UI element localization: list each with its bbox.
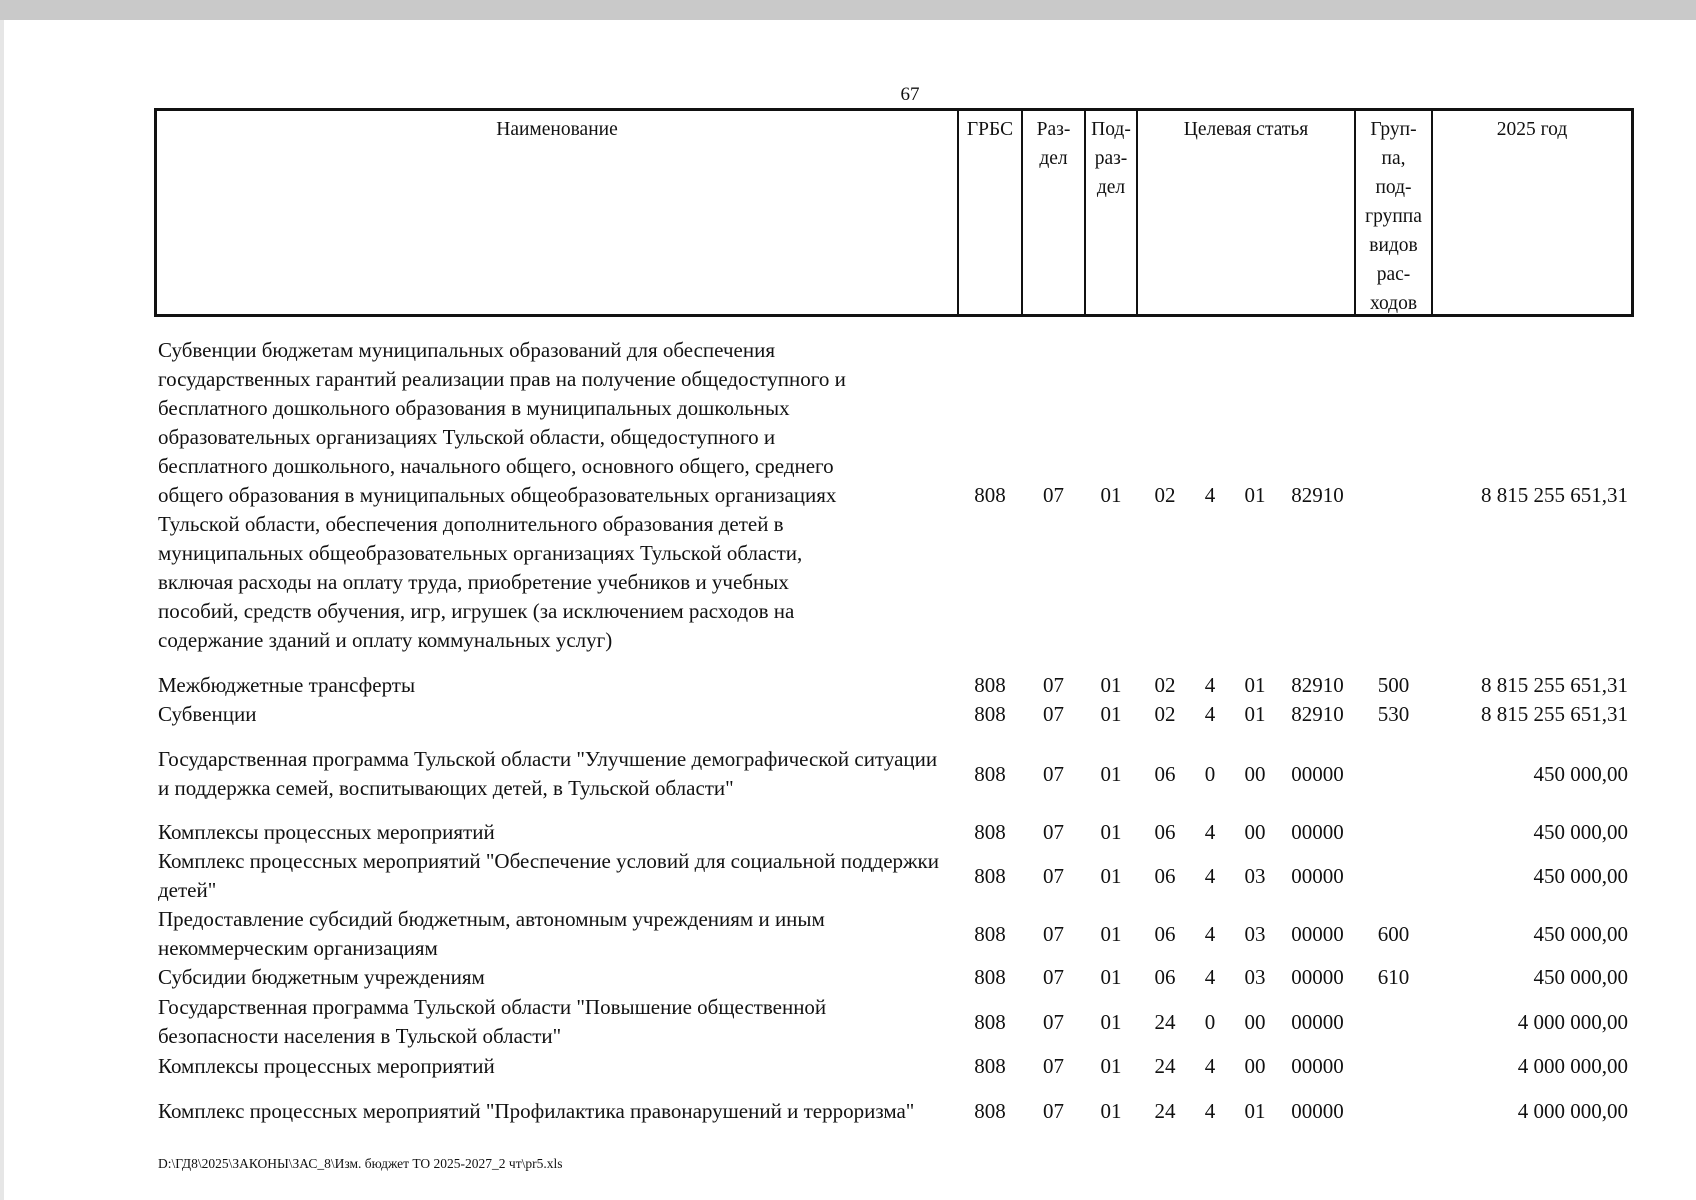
row-grbs: 808 xyxy=(974,1009,1006,1034)
row-target-direction: 00000 xyxy=(1291,1054,1344,1078)
row-podrazdel: 01 xyxy=(1100,1009,1122,1034)
row-name: Предоставление субсидий бюджетным, автономным учреждениям и иным некоммерческим организациям xyxy=(158,907,825,960)
row-target-type: 4 xyxy=(1204,1098,1216,1123)
row-amount: 450 000,00 xyxy=(1533,965,1628,989)
row-target-type: 0 xyxy=(1204,761,1216,786)
row-target-direction: 82910 xyxy=(1291,482,1344,507)
row-target-program: 02 xyxy=(1154,673,1176,697)
table-row xyxy=(158,335,1634,655)
row-target-program: 24 xyxy=(1154,1098,1176,1123)
row-podrazdel: 01 xyxy=(1100,921,1122,946)
row-target-complex: 03 xyxy=(1244,921,1266,946)
row-target-type: 4 xyxy=(1204,863,1216,888)
row-expense-group xyxy=(1355,1052,1432,1081)
row-name: Субвенции xyxy=(158,702,257,726)
row-podrazdel: 01 xyxy=(1100,482,1122,507)
table-row xyxy=(158,818,1634,847)
row-target-direction: 82910 xyxy=(1291,673,1344,697)
table-row xyxy=(158,963,1634,992)
row-expense-group xyxy=(1355,745,1432,803)
row-name: Межбюджетные трансферты xyxy=(158,673,416,697)
row-target-type: 4 xyxy=(1204,702,1216,726)
row-target-complex: 01 xyxy=(1244,482,1266,507)
row-name: Государственная программа Тульской области "Улучшение демографической ситуации и поддержка семей, воспитывающих детей, в Тульской области" xyxy=(158,747,938,800)
row-grbs: 808 xyxy=(974,965,1006,989)
table-header xyxy=(154,108,1634,317)
row-name: Комплекс процессных мероприятий "Профилактика правонарушений и терроризма" xyxy=(158,1098,915,1123)
header-name: Наименование xyxy=(496,119,618,140)
row-target-complex: 00 xyxy=(1244,1009,1266,1034)
row-target-program: 06 xyxy=(1154,820,1176,844)
row-podrazdel: 01 xyxy=(1100,1098,1122,1123)
header-expense-group: Груп- па, под- группа видов рас- ходов xyxy=(1354,111,1431,314)
row-grbs: 808 xyxy=(974,1098,1006,1123)
row-razdel: 07 xyxy=(1043,673,1064,697)
row-podrazdel: 01 xyxy=(1100,965,1122,989)
row-razdel: 07 xyxy=(1043,761,1064,786)
row-target-direction: 00000 xyxy=(1291,1009,1344,1034)
row-amount: 450 000,00 xyxy=(1533,761,1628,786)
row-expense-group: 500 xyxy=(1377,673,1410,697)
row-razdel: 07 xyxy=(1043,863,1064,888)
header-target-article: Целевая статья xyxy=(1136,111,1354,314)
table-row xyxy=(158,700,1634,729)
row-podrazdel: 01 xyxy=(1100,702,1122,726)
row-target-direction: 00000 xyxy=(1291,965,1344,989)
header-podrazdel: Под- раз- дел xyxy=(1084,111,1136,314)
row-amount: 4 000 000,00 xyxy=(1517,1054,1628,1078)
table-row xyxy=(158,847,1634,905)
row-target-type: 0 xyxy=(1204,1009,1216,1034)
row-amount: 8 815 255 651,31 xyxy=(1481,702,1628,726)
row-target-complex: 01 xyxy=(1244,673,1266,697)
table-row xyxy=(158,905,1634,963)
row-target-program: 06 xyxy=(1154,921,1176,946)
row-target-complex: 00 xyxy=(1244,820,1266,844)
row-expense-group xyxy=(1355,847,1432,905)
header-year: 2025 год xyxy=(1431,111,1631,314)
row-target-direction: 00000 xyxy=(1291,1098,1344,1123)
row-target-program: 06 xyxy=(1154,863,1176,888)
row-grbs: 808 xyxy=(974,921,1006,946)
header-grbs: ГРБС xyxy=(957,111,1021,314)
row-name: Государственная программа Тульской области "Повышение общественной безопасности населения в Тульской области" xyxy=(158,995,827,1048)
row-target-type: 4 xyxy=(1204,1054,1216,1078)
scan-left-edge xyxy=(0,20,4,1200)
row-grbs: 808 xyxy=(974,673,1006,697)
row-target-program: 02 xyxy=(1154,702,1176,726)
row-amount: 8 815 255 651,31 xyxy=(1481,673,1628,697)
table-row xyxy=(158,671,1634,700)
row-expense-group xyxy=(1355,335,1432,655)
row-target-complex: 01 xyxy=(1244,702,1266,726)
row-razdel: 07 xyxy=(1043,482,1064,507)
row-target-program: 24 xyxy=(1154,1009,1176,1034)
row-target-complex: 03 xyxy=(1244,965,1266,989)
row-target-direction: 00000 xyxy=(1291,921,1344,946)
row-target-program: 06 xyxy=(1154,965,1176,989)
row-grbs: 808 xyxy=(974,702,1006,726)
row-razdel: 07 xyxy=(1043,921,1064,946)
row-amount: 450 000,00 xyxy=(1533,820,1628,844)
row-grbs: 808 xyxy=(974,482,1006,507)
row-name: Комплексы процессных мероприятий xyxy=(158,820,495,844)
row-target-program: 02 xyxy=(1154,482,1176,507)
row-target-direction: 82910 xyxy=(1291,702,1344,726)
row-target-type: 4 xyxy=(1204,673,1216,697)
row-podrazdel: 01 xyxy=(1100,863,1122,888)
row-target-direction: 00000 xyxy=(1291,863,1344,888)
row-target-type: 4 xyxy=(1204,921,1216,946)
row-amount: 4 000 000,00 xyxy=(1517,1098,1628,1123)
row-expense-group: 600 xyxy=(1377,921,1410,946)
row-target-direction: 00000 xyxy=(1291,820,1344,844)
row-name: Комплексы процессных мероприятий xyxy=(158,1054,495,1078)
row-razdel: 07 xyxy=(1043,1054,1064,1078)
row-grbs: 808 xyxy=(974,863,1006,888)
row-razdel: 07 xyxy=(1043,965,1064,989)
row-name: Субвенции бюджетам муниципальных образований для обеспечения государственных гарантий реализации прав на получение общедоступного и бесплатного дошкольного образования в муниципальных дошкольных образовательных организациях Тульской области, общедоступного и бесплатного дошкольного, начального общего, основного общего, среднего общего образования в муниципальных общеобразовательных организациях Тульской области, обеспечения дополнительного образования детей в муниципальных общеобразовательных организациях Тульской области, включая расходы на оплату труда, приобретение учебников и учебных пособий, средств обучения, игр, игрушек (за исключением расходов на содержание зданий и оплату коммунальных услуг) xyxy=(158,337,846,652)
row-target-direction: 00000 xyxy=(1291,761,1344,786)
row-grbs: 808 xyxy=(974,820,1006,844)
row-grbs: 808 xyxy=(974,761,1006,786)
row-name: Комплекс процессных мероприятий "Обеспечение условий для социальной поддержки детей" xyxy=(158,849,939,902)
row-target-type: 4 xyxy=(1204,482,1216,507)
row-target-complex: 03 xyxy=(1244,863,1266,888)
row-podrazdel: 01 xyxy=(1100,820,1122,844)
row-amount: 450 000,00 xyxy=(1533,863,1628,888)
row-razdel: 07 xyxy=(1043,820,1064,844)
row-target-complex: 01 xyxy=(1244,1098,1266,1123)
header-razdel: Раз- дел xyxy=(1021,111,1084,314)
table-row xyxy=(158,745,1634,803)
scan-top-border xyxy=(0,0,1696,20)
row-target-type: 4 xyxy=(1204,965,1216,989)
table-row xyxy=(158,1052,1634,1081)
table-row xyxy=(158,993,1634,1051)
row-grbs: 808 xyxy=(974,1054,1006,1078)
row-target-program: 06 xyxy=(1154,761,1176,786)
row-podrazdel: 01 xyxy=(1100,761,1122,786)
row-amount: 4 000 000,00 xyxy=(1517,1009,1628,1034)
row-name: Субсидии бюджетным учреждениям xyxy=(158,965,485,989)
table-row xyxy=(158,1082,1634,1140)
row-expense-group: 610 xyxy=(1377,965,1410,989)
row-razdel: 07 xyxy=(1043,1009,1064,1034)
row-target-complex: 00 xyxy=(1244,761,1266,786)
row-podrazdel: 01 xyxy=(1100,673,1122,697)
row-expense-group xyxy=(1355,818,1432,847)
row-podrazdel: 01 xyxy=(1100,1054,1122,1078)
row-target-complex: 00 xyxy=(1244,1054,1266,1078)
row-razdel: 07 xyxy=(1043,702,1064,726)
row-target-program: 24 xyxy=(1154,1054,1176,1078)
row-target-type: 4 xyxy=(1204,820,1216,844)
row-razdel: 07 xyxy=(1043,1098,1064,1123)
page-number: 67 xyxy=(900,84,920,105)
row-amount: 450 000,00 xyxy=(1533,921,1628,946)
file-path-footer: D:\ГД8\2025\ЗАКОНЫ\ЗАС_8\Изм. бюджет ТО 2025-2027_2 чт\pr5.xls xyxy=(158,1156,563,1171)
row-expense-group xyxy=(1355,993,1432,1051)
row-expense-group xyxy=(1355,1082,1432,1140)
row-amount: 8 815 255 651,31 xyxy=(1481,482,1628,507)
row-expense-group: 530 xyxy=(1377,702,1410,726)
